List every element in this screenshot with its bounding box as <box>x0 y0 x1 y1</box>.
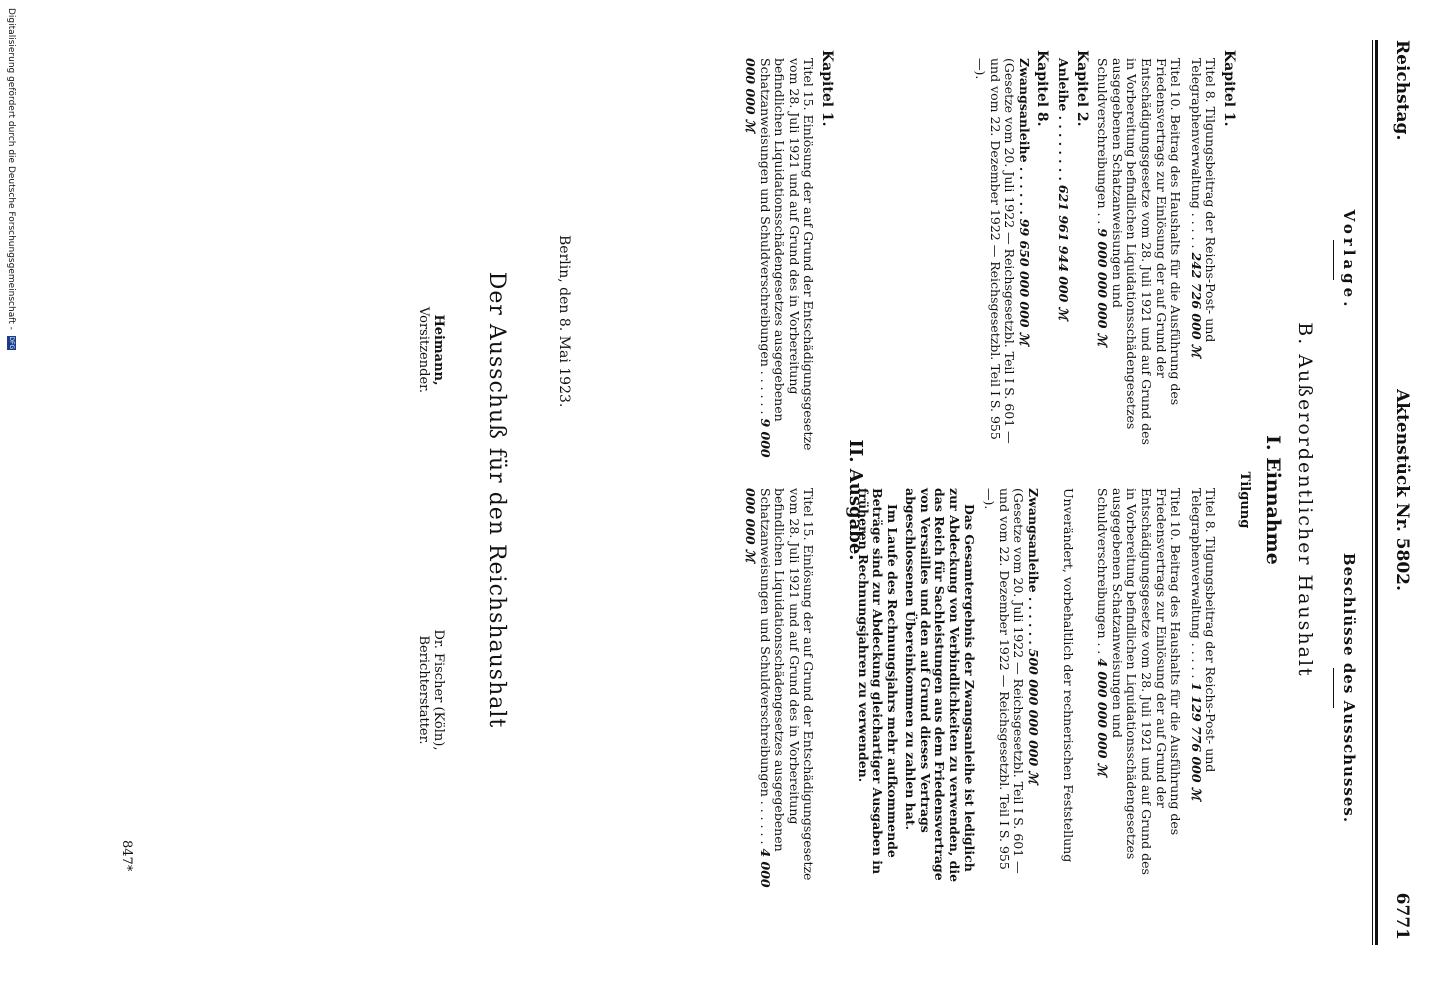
committee-title: Der Ausschuß für den Reichshaushalt <box>484 271 509 729</box>
left-anleihe-amount: 621 961 944 000 ℳ <box>1056 184 1072 321</box>
left-column-heading: Vorlage. <box>1333 60 1358 460</box>
header-rule-thin <box>1372 40 1373 945</box>
right-titel-8-amount: 1 129 776 000 ℳ <box>1188 682 1204 801</box>
ausgabe-right-titel-15-amount: 4 000 000 000 ℳ <box>743 488 773 888</box>
left-column-ausgabe <box>736 50 836 458</box>
right-zwangsanleihe: Zwangsanleihe . . . . . . 500 000 000 000 ℳ (Gesetze vom 20. Juli 1922 — Reichsgesetzbl. Teil I S. 601 — und vom 22. Dezember 1922 — Reichsgesetzbl. Teil I S. 955 —). <box>982 488 1040 888</box>
ausgabe-left-titel-15: Titel 15. Einlösung der auf Grund der Entschädigungsgesetze vom 28. Juli 1921 und auf Grund des in Vorbereitung befindlichen Liquidationsschädengesetzes ausgegebenen Schatzanweisungen und Schuldverschreibungen . . . . . . 9 000 000 000 ℳ <box>743 58 817 458</box>
left-kapitel-1: Kapitel 1. <box>1221 50 1237 127</box>
right-titel-10-amount: 4 000 000 000 ℳ <box>1095 658 1111 777</box>
digitization-footer <box>6 8 16 350</box>
header-left: Reichstag. <box>1392 40 1412 141</box>
section-tilgung-title: Tilgung <box>1237 471 1252 529</box>
header-center: Aktenstück Nr. 5802. <box>1392 389 1412 591</box>
section-b-title: B. Außerordentlicher Haushalt <box>1294 322 1316 678</box>
signature-rapporteur <box>416 580 446 800</box>
ausgabe-right-titel-15: Titel 15. Einlösung der auf Grund der Entschädigungsgesetze vom 28. Juli 1921 und auf Grund des in Vorbereitung befindlichen Liquidationsschädengesetzes ausgegebenen Schatzanweisungen und Schuldverschreibungen . . . . . . 4 000 000 000 ℳ <box>743 488 817 888</box>
left-zwangsanleihe-amount: 99 650 000 000 ℳ <box>1016 218 1032 346</box>
ausgabe-left-titel-15-amount: 9 000 000 000 ℳ <box>743 58 773 458</box>
right-paragraph-2: Im Laufe des Rechnungsjahrs mehr aufkommende Beträge sind zur Abdeckung gleichartiger Ausgaben in früheren Rechnungsjahren zu verwenden. <box>855 488 900 875</box>
footer-text: Digitalisierung gefördert durch die Deutsche Forschungsgemeinschaft - <box>6 8 16 330</box>
section-i-title: I. Einnahme <box>1262 435 1284 565</box>
page-number-footer: 847* <box>119 840 134 872</box>
chair-role: Vorsitzender. <box>416 306 431 394</box>
right-column-einnahme <box>851 488 1238 888</box>
right-zwangsanleihe-amount: 500 000 000 000 ℳ <box>1026 648 1042 784</box>
right-column-ausgabe <box>736 488 836 888</box>
date-line: Berlin, den 8. Mai 1923. <box>556 235 572 408</box>
left-kapitel-2: Kapitel 2. <box>1073 50 1090 127</box>
rapporteur-name: Dr. Fischer (Köln), <box>431 629 446 751</box>
rapporteur-role: Berichterstatter. <box>416 635 431 745</box>
left-kapitel-8: Kapitel 8. <box>1034 50 1051 127</box>
right-paragraph-1: Das Gesamtergebnis der Zwangsanleihe ist lediglich zur Abdeckung von Verbindlichkeiten zu verwenden, die das Reich für Sachleistungen aus dem Friedensvertrage von Versailles und den auf Grund dieses Vertrags abgeschlossenen Übereinkommen zu zahlen hat. <box>903 488 977 883</box>
signature-chair <box>416 250 446 450</box>
left-zwangsanleihe: Zwangsanleihe . . . . . . 99 650 000 000 ℳ (Gesetze vom 20. Juli 1922 — Reichsgesetzbl. Teil I S. 601 — und vom 22. Dezember 1922 — Reichsgesetzbl. Teil I S. 955 —). <box>973 58 1031 458</box>
header-rule <box>1375 40 1378 945</box>
left-column-einnahme <box>967 50 1239 458</box>
ausgabe-left-kapitel-1: Kapitel 1. <box>819 50 835 127</box>
left-titel-10: Titel 10. Beitrag des Haushalts für die Ausführung des Friedensvertrags zur Einlösung der auf Grund der Entschädigungsgesetze vom 28. Juli 1921 und auf Grund des in Vorbereitung befindlichen Liquidationsschädengesetzes ausgegebenen Schatzanweisungen und Schuldverschreibungen . . 9 000 000 000 ℳ <box>1095 58 1184 445</box>
left-zwangsanleihe-note: (Gesetze vom 20. Juli 1922 — Reichsgesetzbl. Teil I S. 601 — und vom 22. Dezember 1922 — Reichsgesetzbl. Teil I S. 955 —). <box>973 58 1018 444</box>
right-column-heading: Beschlüsse des Ausschusses. <box>1333 488 1358 888</box>
page-header <box>1386 40 1412 940</box>
left-anleihe: Anleihe . . . . . . . . 621 961 944 000 ℳ <box>1056 58 1072 321</box>
dfg-logo-icon: DFG <box>8 336 15 350</box>
left-titel-10-amount: 9 000 000 000 ℳ <box>1095 228 1111 347</box>
right-titel-10: Titel 10. Beitrag des Haushalts für die Ausführung des Friedensvertrags zur Einlösung der auf Grund der Entschädigungsgesetze vom 28. Juli 1921 und auf Grund des in Vorbereitung befindlichen Liquidationsschädengesetzes ausgegebenen Schatzanweisungen und Schuldverschreibungen . . 4 000 000 000 ℳ <box>1095 488 1184 875</box>
left-titel-8-amount: 242 726 000 ℳ <box>1188 252 1204 358</box>
left-titel-8: Titel 8. Tilgungsbeitrag der Reichs-Post- und Telegraphenverwaltung . . . . . 242 726 000 ℳ <box>1188 58 1219 358</box>
header-page-number: 6771 <box>1392 892 1412 940</box>
right-zwangsanleihe-note: (Gesetze vom 20. Juli 1922 — Reichsgesetzbl. Teil I S. 601 — und vom 22. Dezember 1922 — Reichsgesetzbl. Teil I S. 955 —). <box>982 488 1027 874</box>
chair-name: Heimann, <box>431 314 446 386</box>
section-ii-title: II. Ausgabe. <box>845 439 866 561</box>
right-anleihe-note: Unverändert, vorbehaltlich der rechnerischen Feststellung <box>1060 488 1076 863</box>
right-titel-8: Titel 8. Tilgungsbeitrag der Reichs-Post- und Telegraphenverwaltung . . . . . 1 129 776 000 ℳ <box>1188 488 1219 801</box>
